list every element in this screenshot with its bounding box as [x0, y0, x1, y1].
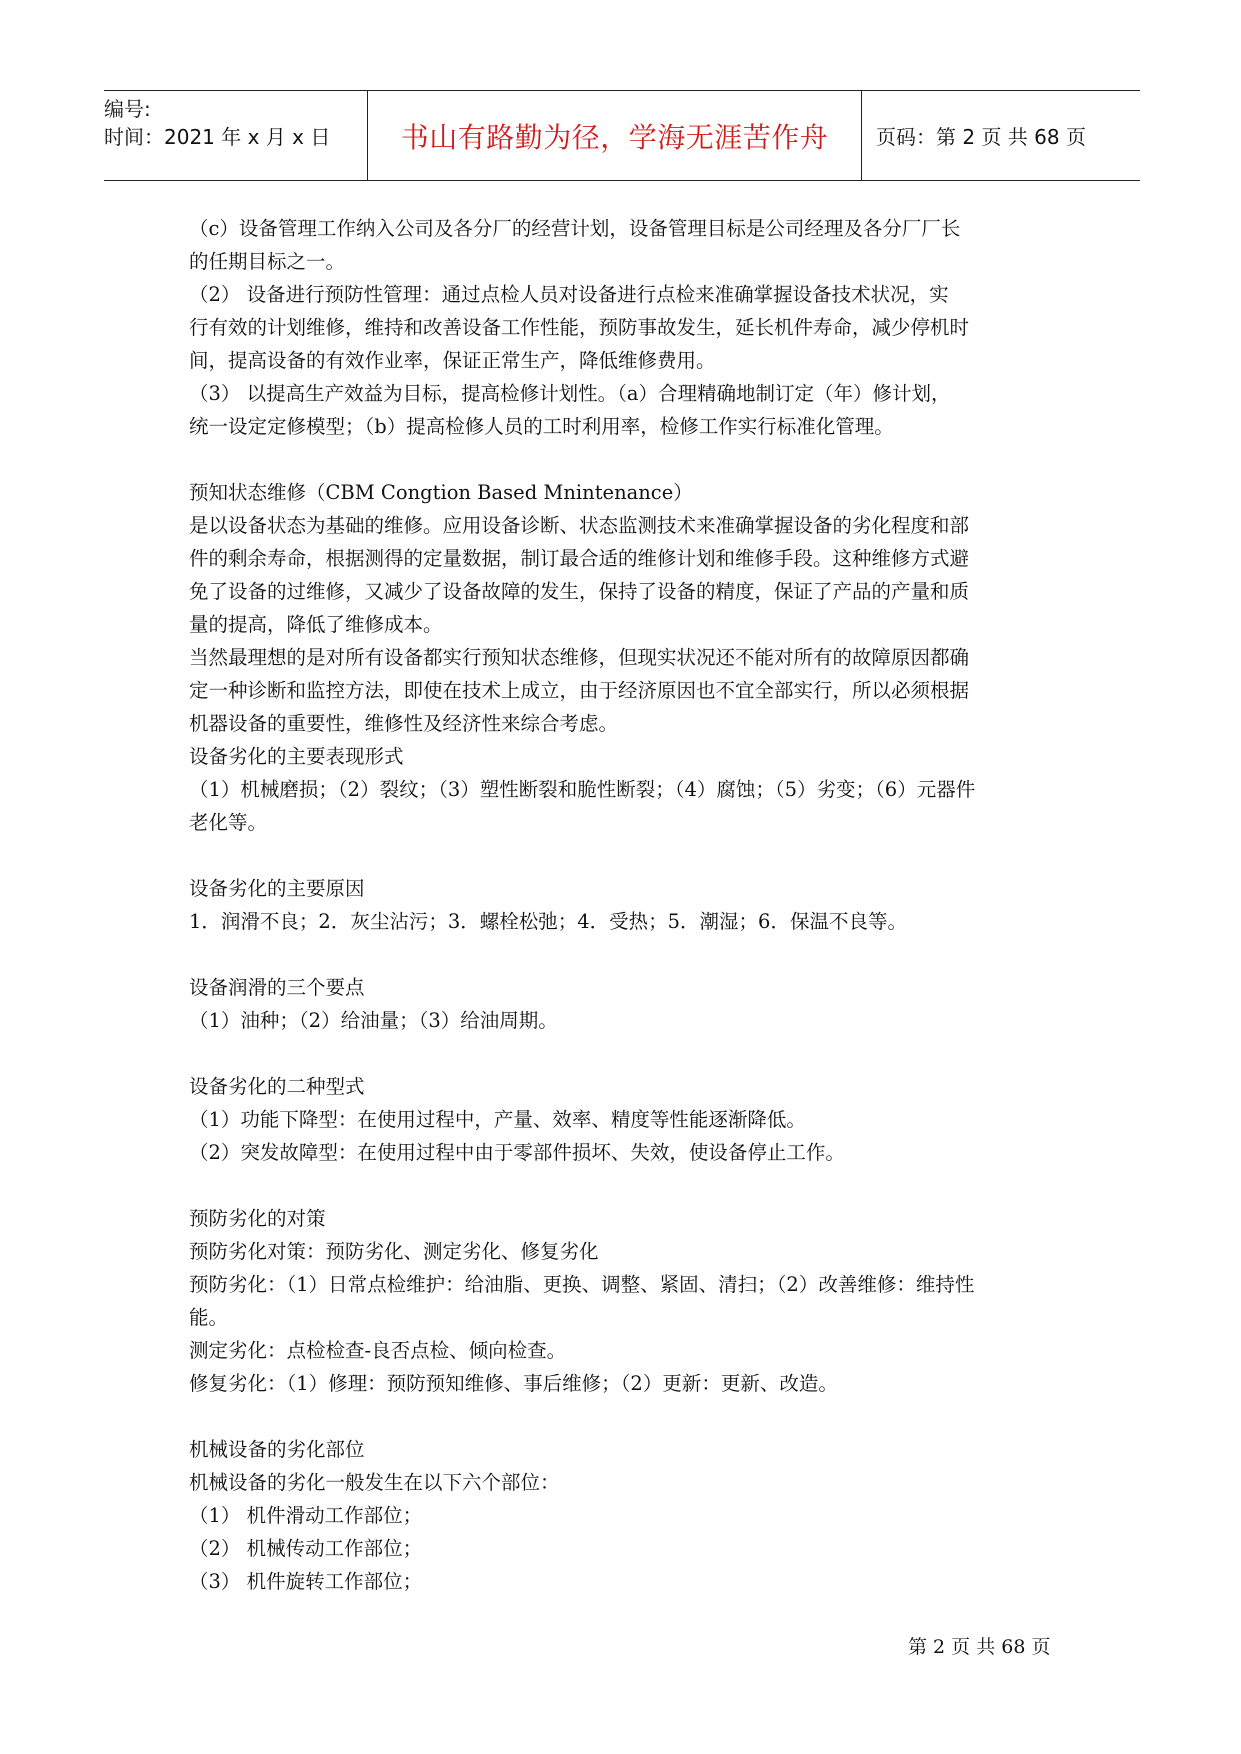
body-text-line: 定一种诊断和监控方法，即使在技术上成立，由于经济原因也不宜全部实行，所以必须根据 [189, 679, 970, 702]
body-text-line: 设备润滑的三个要点 [189, 976, 365, 999]
document-body [189, 212, 1059, 1598]
header-motto: 书山有路勤为径，学海无涯苦作舟 [400, 120, 829, 154]
document-number-label: 编号: [104, 97, 151, 121]
body-text-line: 预防劣化对策：预防劣化、测定劣化、修复劣化 [189, 1240, 599, 1263]
body-text-line: （1）功能下降型：在使用过程中，产量、效率、精度等性能逐渐降低。 [189, 1108, 806, 1131]
header-meta-cell [104, 91, 368, 180]
body-text-line: 设备劣化的主要表现形式 [189, 745, 404, 768]
body-text-line: 免了设备的过维修，又减少了设备故障的发生，保持了设备的精度，保证了产品的产量和质 [189, 580, 970, 603]
blank-line [189, 1169, 1059, 1202]
body-text-line: （c）设备管理工作纳入公司及各分厂的经营计划，设备管理目标是公司经理及各分厂厂长 [189, 217, 961, 240]
header-page-number: 页码：第 2 页 共 68 页 [876, 125, 1086, 149]
page-footer: 第 2 页 共 68 页 [908, 1636, 1051, 1658]
body-text-line: 设备劣化的二种型式 [189, 1075, 365, 1098]
body-text-line: 能。 [189, 1306, 229, 1329]
body-text-line: （1）机械磨损；（2）裂纹；（3）塑性断裂和脆性断裂；（4）腐蚀；（5）劣变；（6）元器件 [189, 778, 976, 801]
body-text-line: 机器设备的重要性，维修性及经济性来综合考虑。 [189, 712, 619, 735]
body-text-line: 行有效的计划维修，维持和改善设备工作性能，预防事故发生，延长机件寿命，减少停机时 [189, 316, 970, 339]
body-text-line: 设备劣化的主要原因 [189, 877, 365, 900]
blank-line [189, 839, 1059, 872]
body-text-line: 统一设定定修模型；（b）提高检修人员的工时利用率，检修工作实行标准化管理。 [189, 415, 894, 438]
body-text-line: 测定劣化：点检检查-良否点检、倾向检查。 [189, 1339, 567, 1362]
body-text-line: 件的剩余寿命，根据测得的定量数据，制订最合适的维修计划和维修手段。这种维修方式避 [189, 547, 970, 570]
header-motto-cell [368, 91, 862, 180]
body-text-line: 间，提高设备的有效作业率，保证正常生产，降低维修费用。 [189, 349, 716, 372]
body-text-line: 机械设备的劣化部位 [189, 1438, 365, 1461]
body-text-line: 预防劣化：（1）日常点检维护：给油脂、更换、调整、紧固、清扫；（2）改善维修：维持性 [189, 1273, 975, 1296]
body-text-line: 预知状态维修（CBM Congtion Based Mnintenance） [189, 481, 693, 504]
header-page-cell [862, 91, 1140, 180]
body-text-line: 机械设备的劣化一般发生在以下六个部位： [189, 1471, 560, 1494]
body-text-line: 的任期目标之一。 [189, 250, 346, 273]
blank-line [189, 1400, 1059, 1433]
body-text-line: （2） 设备进行预防性管理：通过点检人员对设备进行点检来准确掌握设备技术状况，实 [189, 283, 949, 306]
document-header [104, 90, 1140, 181]
blank-line [189, 1037, 1059, 1070]
blank-line [189, 938, 1059, 971]
body-text-line: 老化等。 [189, 811, 268, 834]
body-text-line: 修复劣化：（1）修理：预防预知维修、事后维修；（2）更新：更新、改造。 [189, 1372, 838, 1395]
body-text-line: （2）突发故障型：在使用过程中由于零部件损坏、失效，使设备停止工作。 [189, 1141, 845, 1164]
body-text-line: 1．润滑不良；2．灰尘沾污；3．螺栓松弛；4．受热；5．潮湿；6．保温不良等。 [189, 910, 907, 933]
body-text-line: （1） 机件滑动工作部位； [189, 1504, 423, 1527]
body-text-line: 当然最理想的是对所有设备都实行预知状态维修，但现实状况还不能对所有的故障原因都确 [189, 646, 970, 669]
body-text-line: （2） 机械传动工作部位； [189, 1537, 423, 1560]
body-text-line: （3） 机件旋转工作部位； [189, 1570, 423, 1593]
body-text-line: 预防劣化的对策 [189, 1207, 326, 1230]
body-text-line: 量的提高，降低了维修成本。 [189, 613, 443, 636]
blank-line [189, 443, 1059, 476]
body-text-line: （3） 以提高生产效益为目标，提高检修计划性。（a）合理精确地制订定（年）修计划， [189, 382, 951, 405]
body-text-line: 是以设备状态为基础的维修。应用设备诊断、状态监测技术来准确掌握设备的劣化程度和部 [189, 514, 970, 537]
body-text-line: （1）油种；（2）给油量；（3）给油周期。 [189, 1009, 558, 1032]
document-date-label: 时间：2021 年 x 月 x 日 [104, 125, 331, 149]
